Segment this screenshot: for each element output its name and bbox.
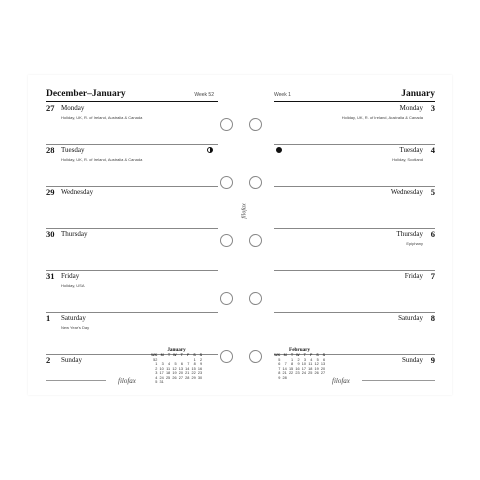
footer-rule (362, 380, 435, 381)
mini-calendar-january (151, 347, 202, 385)
day-number: 27 (46, 103, 55, 113)
left-week-label: Week 52 (194, 92, 214, 98)
mini-calendar-week: 5 31 (155, 380, 164, 384)
day-number: 28 (46, 145, 55, 155)
day-number: 9 (430, 355, 435, 365)
punch-hole (220, 292, 233, 305)
day-number: 6 (430, 229, 435, 239)
day-number: 4 (430, 145, 435, 155)
mini-calendar-week: 3 17 18 19 20 21 22 23 (155, 371, 203, 375)
mini-calendar-week: 4 24 25 26 27 28 29 30 (155, 375, 203, 380)
right-header (274, 89, 435, 101)
punch-hole (249, 350, 262, 363)
day-number: 5 (430, 187, 435, 197)
punch-hole (220, 234, 233, 247)
mini-calendar-week: 5 1 2 3 4 5 6 (278, 357, 326, 362)
day-name: Sunday (61, 356, 82, 364)
spine-logo: filofax (241, 203, 248, 219)
day-note: Holiday, UK, R. of Ireland, Australia & Canada (61, 115, 143, 120)
mini-calendar-title: February (289, 347, 311, 353)
day-note: Holiday, UK, R. of Ireland, Australia & Canada (61, 157, 143, 162)
punch-hole (249, 234, 262, 247)
day-name: Thursday (396, 230, 423, 238)
day-name: Friday (61, 272, 80, 280)
day-note: Holiday, USA (61, 283, 85, 288)
right-week-label: Week 1 (274, 92, 291, 98)
day-entry (274, 187, 435, 229)
day-name: Wednesday (61, 188, 94, 196)
mini-calendar-february (274, 347, 325, 380)
punch-hole (220, 350, 233, 363)
punch-hole (220, 118, 233, 131)
day-entry (274, 229, 435, 271)
day-number: 8 (430, 313, 435, 323)
right-header-rule (274, 101, 435, 102)
mini-calendar-week: 9 28 (278, 375, 287, 380)
new-moon-icon (276, 147, 282, 153)
left-page (28, 75, 218, 395)
day-number: 29 (46, 187, 55, 197)
first-quarter-moon-icon (207, 147, 213, 153)
day-number: 1 (46, 313, 51, 323)
day-number: 2 (46, 355, 51, 365)
mini-calendar-week: 6 7 8 9 10 11 12 13 (278, 362, 326, 366)
day-name: Monday (61, 104, 85, 112)
mini-calendar-week: 2 10 11 12 13 14 15 16 (155, 366, 203, 371)
filofax-logo: filofax (118, 377, 136, 385)
left-page-title: December–January (46, 89, 126, 99)
day-entry (46, 145, 218, 187)
mini-calendar-title: January (167, 347, 186, 353)
punch-hole (249, 176, 262, 189)
day-number: 7 (430, 271, 435, 281)
day-note: Holiday, Scotland (392, 157, 423, 162)
mini-calendar-week: 8 21 22 23 24 25 26 27 (278, 371, 326, 375)
day-name: Sunday (402, 356, 423, 364)
mini-calendar-week: 52 1 2 (153, 357, 203, 362)
day-entry (46, 229, 218, 271)
left-header (46, 89, 218, 101)
day-note: Holiday, UK, R. of Ireland, Australia & Canada (341, 115, 423, 120)
day-name: Wednesday (390, 188, 423, 196)
mini-calendar-header: WK M T W T F S S (274, 353, 326, 357)
day-name: Tuesday (61, 146, 85, 154)
day-note: Epiphany (406, 241, 423, 246)
day-entry (46, 271, 218, 313)
footer-rule (46, 380, 106, 381)
mini-calendar-week: 1 3 4 5 6 7 8 9 (155, 362, 203, 366)
punch-hole (220, 176, 233, 189)
day-entry (274, 145, 435, 187)
day-number: 31 (46, 271, 55, 281)
day-entry (274, 103, 435, 145)
day-entry (46, 103, 218, 145)
day-name: Saturday (61, 314, 86, 322)
right-page-title: January (401, 89, 435, 99)
day-number: 30 (46, 229, 55, 239)
day-name: Saturday (398, 314, 423, 322)
ring-holes (216, 75, 264, 395)
day-entry (274, 271, 435, 313)
left-header-rule (46, 101, 218, 102)
day-number: 3 (430, 103, 435, 113)
diary-sheet (28, 75, 452, 395)
mini-calendar-week: 7 14 15 16 17 18 19 20 (278, 366, 326, 371)
day-name: Thursday (61, 230, 88, 238)
right-page (262, 75, 452, 395)
mini-calendar-header: WK M T W T F S S (151, 353, 203, 357)
day-name: Friday (404, 272, 423, 280)
day-name: Tuesday (399, 146, 423, 154)
punch-hole (249, 292, 262, 305)
punch-hole (249, 118, 262, 131)
day-note: New Year's Day (61, 325, 90, 330)
day-entry (46, 187, 218, 229)
filofax-logo: filofax (332, 377, 350, 385)
day-name: Monday (399, 104, 423, 112)
